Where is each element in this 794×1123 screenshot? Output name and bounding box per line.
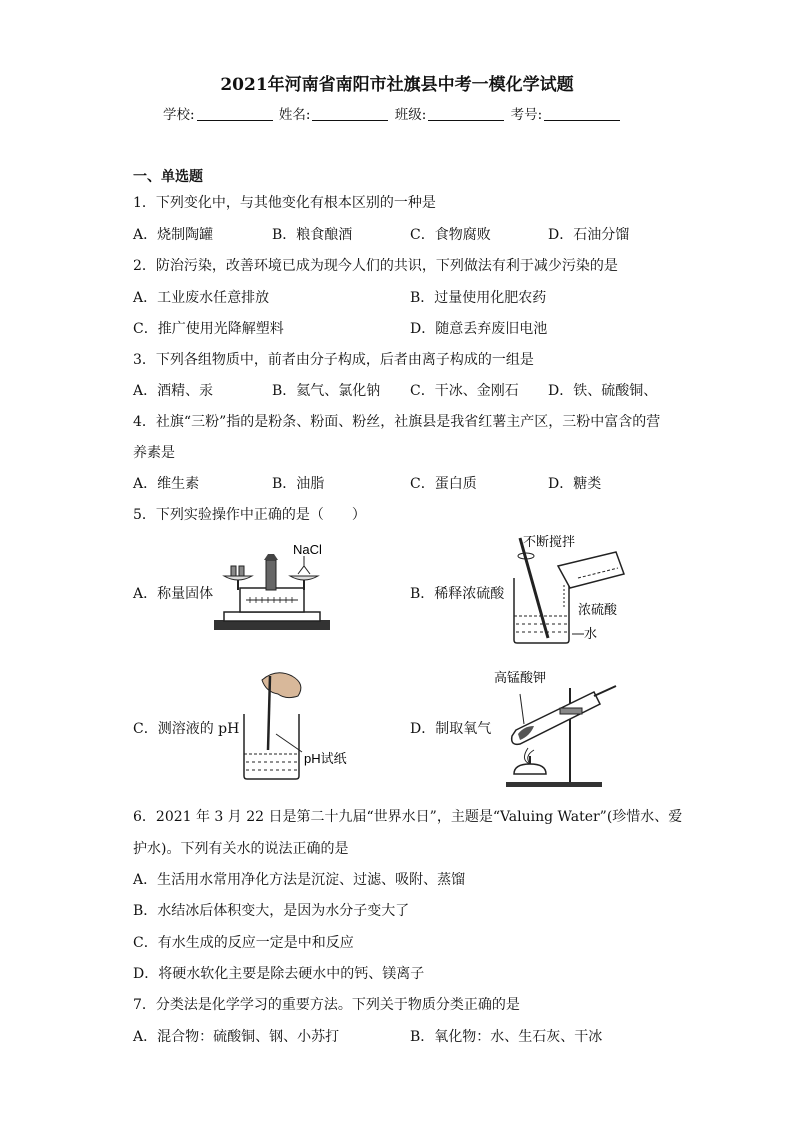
q1-option-a: A．烧制陶罐: [133, 227, 214, 243]
q7-option-a: A．混合物：硫酸铜、钢、小苏打: [133, 1029, 340, 1045]
q3-option-c: C．干冰、金刚石: [410, 383, 519, 399]
q1-option-d: D．石油分馏: [548, 227, 630, 243]
student-info: [163, 103, 622, 123]
q2-stem: 2．防治污染，改善环境已成为现今人们的共识，下列做法有利于减少污染的是: [133, 258, 618, 274]
name-blank[interactable]: [312, 106, 388, 121]
class-label: 班级:: [394, 107, 427, 123]
q4-option-a: A．维生素: [133, 476, 200, 492]
q4-stem-line2: 养素是: [133, 445, 175, 461]
exam-no-blank[interactable]: [544, 106, 620, 121]
q5-option-a: A．称量固体: [133, 586, 214, 602]
school-blank[interactable]: [197, 106, 273, 121]
q3-option-a: A．酒精、汞: [133, 383, 214, 399]
q6-option-c: C．有水生成的反应一定是中和反应: [133, 935, 354, 951]
q6-stem-line2: 护水)。下列有关水的说法正确的是: [133, 841, 349, 857]
balance-scale-figure: [210, 540, 335, 636]
q2-option-a: A．工业废水任意排放: [133, 290, 270, 306]
oxygen-prep-figure: [490, 664, 630, 788]
q3-option-b: B．氦气、氯化钠: [272, 383, 381, 399]
q5-option-b: B．稀释浓硫酸: [410, 586, 505, 602]
q6-option-d: D．将硬水软化主要是除去硬水中的钙、镁离子: [133, 966, 425, 982]
q4-stem-line1: 4．社旗“三粉”指的是粉条、粉面、粉丝，社旗县是我省红薯主产区，三粉中富含的营: [133, 414, 661, 430]
q5-stem: 5．下列实验操作中正确的是（ ）: [133, 507, 366, 523]
q3-option-d: D．铁、硫酸铜、: [548, 383, 658, 399]
q6-option-a: A．生活用水常用净化方法是沉淀、过滤、吸附、蒸馏: [133, 872, 466, 888]
q1-option-b: B．粮食酿酒: [272, 227, 353, 243]
q4-option-d: D．糖类: [548, 476, 602, 492]
dilute-acid-figure: [498, 530, 643, 650]
q5-option-c: C．测溶液的 pH: [133, 721, 240, 737]
ph-paper-label: pH试纸: [304, 751, 347, 766]
section-heading: 一、单选题: [133, 169, 203, 185]
ph-test-figure: [236, 666, 366, 784]
q7-option-b: B．氧化物：水、生石灰、干冰: [410, 1029, 603, 1045]
q4-option-c: C．蛋白质: [410, 476, 477, 492]
exam-no-label: 考号:: [510, 107, 543, 123]
q7-stem: 7．分类法是化学学习的重要方法。下列关于物质分类正确的是: [133, 997, 520, 1013]
nacl-label: NaCl: [293, 542, 322, 557]
q2-option-d: D．随意丢弃废旧电池: [410, 321, 548, 337]
q5-option-d: D．制取氧气: [410, 721, 492, 737]
page-title: 2021年河南省南阳市社旗县中考一模化学试题: [220, 75, 574, 95]
q1-option-c: C．食物腐败: [410, 227, 491, 243]
q3-stem: 3．下列各组物质中，前者由分子构成，后者由离子构成的一组是: [133, 352, 534, 368]
q1-stem: 1．下列变化中，与其他变化有根本区别的一种是: [133, 195, 436, 211]
q2-option-c: C．推广使用光降解塑料: [133, 321, 284, 337]
q6-stem-line1: 6．2021 年 3 月 22 日是第二十九届“世界水日”，主题是“Valuing Water”(珍惜水、爱: [133, 809, 683, 825]
permanganate-label: 高锰酸钾: [494, 670, 547, 685]
q6-option-b: B．水结冰后体积变大，是因为水分子变大了: [133, 903, 410, 919]
school-label: 学校:: [163, 107, 195, 123]
water-label: 水: [584, 626, 598, 641]
q4-option-b: B．油脂: [272, 476, 325, 492]
q2-option-b: B．过量使用化肥农药: [410, 290, 547, 306]
name-label: 姓名:: [278, 107, 311, 123]
class-blank[interactable]: [428, 106, 504, 121]
stir-label: 不断搅拌: [523, 534, 576, 549]
acid-label: 浓硫酸: [578, 602, 618, 617]
